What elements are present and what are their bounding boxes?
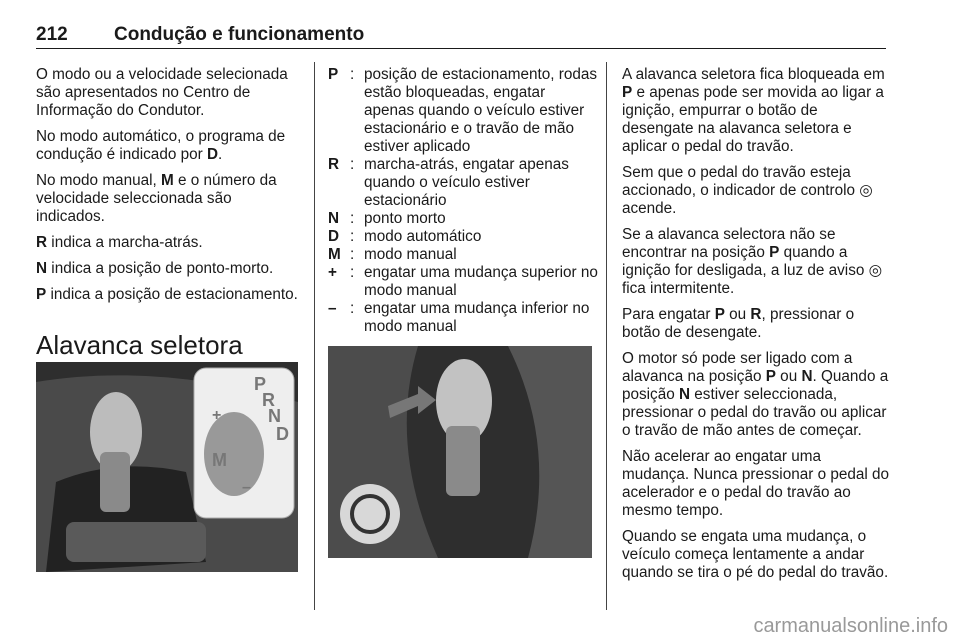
figure-label-r: R: [262, 390, 275, 410]
definition-item: + : engatar uma mudança superior no modo manual: [328, 264, 598, 299]
watermark: carmanualsonline.info: [753, 615, 948, 637]
figure-label-plus: +: [212, 407, 222, 424]
column-divider: [314, 62, 315, 610]
paragraph: O modo ou a velocidade selecionada são apresentados no Centro de Informação do Condutor.: [36, 66, 288, 119]
paragraph: P indica a posição de estacionamento.: [36, 286, 298, 303]
figure-label-m: M: [212, 450, 227, 470]
column-right: [622, 66, 892, 590]
page-header: [36, 22, 886, 49]
brake-control-icon: ◎: [859, 182, 873, 199]
definition-item: P : posição de estacionamento, rodas estão bloqueadas, engatar apenas quando o veículo estiver estacionário e o travão de mão estiver aplicado: [328, 66, 598, 155]
paragraph: Sem que o pedal do travão esteja accionado, o indicador de controlo ◎ acende.: [622, 164, 873, 217]
figure-label-minus: –: [242, 479, 251, 496]
release-button-illustration: [328, 346, 592, 558]
paragraph: O motor só pode ser ligado com a alavanca na posição P ou N. Quando a posição N estiver seleccionada, pressionar o pedal do travão ou aplicar o travão de mão antes de começar.: [622, 350, 889, 439]
definition-item: D : modo automático: [328, 228, 482, 245]
figure-label-p: P: [254, 374, 267, 394]
figure-label-d: D: [276, 424, 289, 444]
paragraph: Quando se engata uma mudança, o veículo começa lentamente a andar quando se tira o pé do pedal do travão.: [622, 528, 889, 581]
definition-list: [328, 66, 598, 336]
chapter-title: Condução e funcionamento: [114, 24, 365, 45]
section-title: Alavanca seletora: [36, 330, 243, 360]
paragraph: No modo automático, o programa de condução é indicado por D.: [36, 128, 286, 163]
page-number: 212: [36, 24, 68, 45]
definition-item: R : marcha-atrás, engatar apenas quando o veículo estiver estacionário: [328, 156, 569, 209]
definition-item: M : modo manual: [328, 246, 457, 263]
paragraph: Não acelerar ao engatar uma mudança. Nunca pressionar o pedal do acelerador e o pedal do travão ao mesmo tempo.: [622, 448, 890, 519]
paragraph: A alavanca seletora fica bloqueada em P e apenas pode ser movida ao ligar a ignição, empurrar o botão de desengate na alavanca seletora e aplicar o pedal do travão.: [622, 66, 885, 155]
definition-item: N : ponto morto: [328, 210, 446, 227]
definition-item: – : engatar uma mudança inferior no modo manual: [328, 300, 590, 335]
paragraph: N indica a posição de ponto-morto.: [36, 260, 274, 277]
paragraph: Se a alavanca selectora não se encontrar na posição P quando a ignição for desligada, a luz de aviso ◎ fica intermitente.: [622, 226, 882, 297]
column-divider: [606, 62, 607, 610]
paragraph: R indica a marcha-atrás.: [36, 234, 203, 251]
figure-label-n: N: [268, 406, 281, 426]
warning-light-icon: ◎: [868, 262, 882, 279]
paragraph: No modo manual, M e o número da velocidade seleccionada são indicados.: [36, 172, 277, 225]
column-left: [36, 66, 304, 360]
paragraph: Para engatar P ou R, pressionar o botão de desengate.: [622, 306, 855, 341]
gear-selector-illustration: [36, 362, 298, 572]
